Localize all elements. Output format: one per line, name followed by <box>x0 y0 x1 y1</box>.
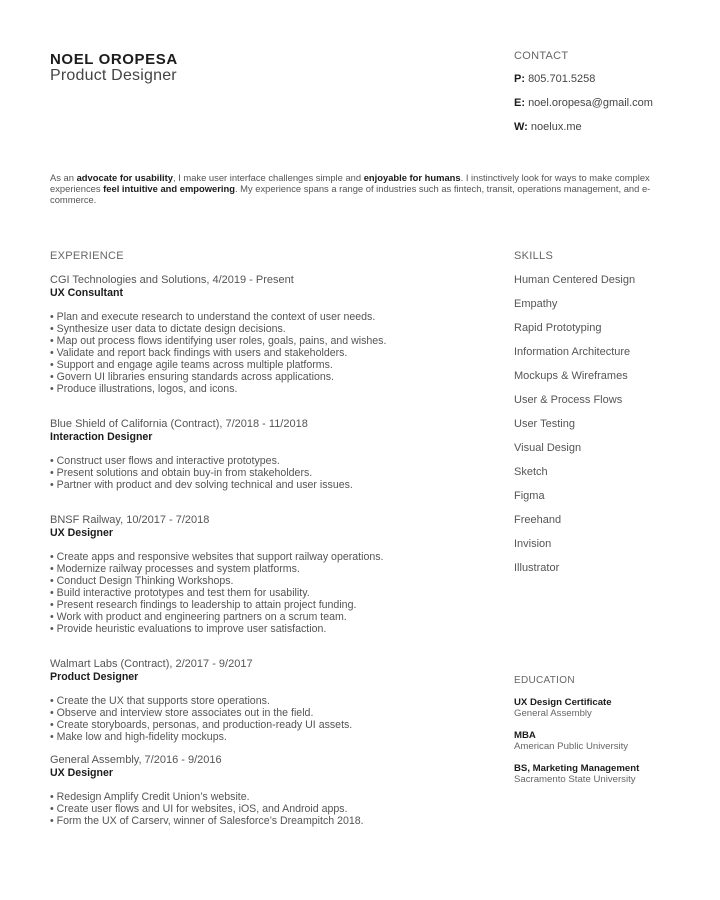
job-company: Walmart Labs (Contract), 2/2017 - 9/2017 <box>50 658 253 670</box>
job-company: CGI Technologies and Solutions, 4/2019 - Present <box>50 274 294 286</box>
job-bullet: • Modernize railway processes and system platforms. <box>50 563 300 575</box>
job-role: UX Designer <box>50 527 113 539</box>
education-degree: BS, Marketing Management <box>514 763 640 774</box>
summary-paragraph <box>50 172 672 205</box>
contact-phone <box>514 73 595 85</box>
web-label: W: <box>514 121 528 133</box>
experience-heading: EXPERIENCE <box>50 250 124 262</box>
skill-item: Illustrator <box>514 562 560 574</box>
job-bullet: • Form the UX of Carserv, winner of Salesforce’s Dreampitch 2018. <box>50 815 364 827</box>
job-bullet: • Provide heuristic evaluations to improve user satisfaction. <box>50 623 327 635</box>
job-bullets <box>50 695 490 743</box>
summary-text: , I make user interface challenges simple and <box>172 172 364 183</box>
email-value[interactable]: noel.oropesa@gmail.com <box>528 97 653 109</box>
contact-website[interactable] <box>514 121 582 133</box>
job-company: BNSF Railway, 10/2017 - 7/2018 <box>50 514 210 526</box>
job-bullet: • Map out process flows identifying user roles, goals, pains, and wishes. <box>50 335 387 347</box>
job-bullets <box>50 311 490 395</box>
summary-emphasis: advocate for usability <box>76 172 173 183</box>
education-school: American Public University <box>514 741 629 752</box>
job-bullet: • Support and engage agile teams across multiple platforms. <box>50 359 333 371</box>
skill-item: Figma <box>514 490 545 502</box>
job-role: UX Consultant <box>50 287 123 299</box>
job-title: Product Designer <box>50 67 177 84</box>
skill-item: Information Architecture <box>514 346 631 358</box>
job-bullet: • Present solutions and obtain buy-in from stakeholders. <box>50 467 313 479</box>
job-bullet: • Observe and interview store associates out in the field. <box>50 707 314 719</box>
phone-label: P: <box>514 73 525 85</box>
job-bullet: • Plan and execute research to understand the context of user needs. <box>50 311 376 323</box>
job-entry <box>50 274 490 395</box>
skill-item: User & Process Flows <box>514 394 623 406</box>
education-school: General Assembly <box>514 708 592 719</box>
job-bullets <box>50 455 490 491</box>
skills-heading: SKILLS <box>514 250 554 262</box>
skill-item: Mockups & Wireframes <box>514 370 628 382</box>
skill-item: Human Centered Design <box>514 274 636 286</box>
job-bullet: • Conduct Design Thinking Workshops. <box>50 575 234 587</box>
job-role: Product Designer <box>50 671 139 683</box>
skill-item: Visual Design <box>514 442 582 454</box>
job-company: General Assembly, 7/2016 - 9/2016 <box>50 754 222 766</box>
job-bullet: • Present research findings to leadership to attain project funding. <box>50 599 357 611</box>
summary-emphasis: enjoyable for humans <box>363 172 461 183</box>
summary-emphasis: feel intuitive and empowering <box>103 183 235 194</box>
job-bullet: • Create storyboards, personas, and production-ready UI assets. <box>50 719 353 731</box>
job-bullet: • Synthesize user data to dictate design decisions. <box>50 323 286 335</box>
contact-email[interactable] <box>514 97 653 109</box>
skill-item: Invision <box>514 538 552 550</box>
skill-item: Freehand <box>514 514 562 526</box>
job-bullet: • Redesign Amplify Credit Union’s website. <box>50 791 250 803</box>
education-degree: UX Design Certificate <box>514 697 612 708</box>
job-bullet: • Work with product and engineering partners on a scrum team. <box>50 611 347 623</box>
skill-item: Empathy <box>514 298 558 310</box>
job-bullet: • Create user flows and UI for websites, iOS, and Android apps. <box>50 803 348 815</box>
contact-heading: CONTACT <box>514 50 569 62</box>
education-degree: MBA <box>514 730 536 741</box>
job-entry <box>50 514 490 635</box>
job-bullets <box>50 791 490 827</box>
summary-text: . I instinctively look for ways to make complex experiences <box>50 172 650 194</box>
job-bullet: • Create the UX that supports store operations. <box>50 695 270 707</box>
job-entry <box>50 658 490 743</box>
skill-item: Rapid Prototyping <box>514 322 602 334</box>
job-bullet: • Make low and high-fidelity mockups. <box>50 731 227 743</box>
education-item <box>514 730 628 752</box>
job-entry <box>50 754 490 827</box>
education-heading: EDUCATION <box>514 675 575 686</box>
job-bullet: • Produce illustrations, logos, and icons. <box>50 383 238 395</box>
job-bullet: • Build interactive prototypes and test them for usability. <box>50 587 310 599</box>
job-entry <box>50 418 490 491</box>
job-role: UX Designer <box>50 767 113 779</box>
skill-item: User Testing <box>514 418 575 430</box>
summary-text: As an <box>50 172 77 183</box>
email-label: E: <box>514 97 525 109</box>
job-bullet: • Govern UI libraries ensuring standards across applications. <box>50 371 334 383</box>
education-item <box>514 697 612 719</box>
education-school: Sacramento State University <box>514 774 636 785</box>
job-company: Blue Shield of California (Contract), 7/2018 - 11/2018 <box>50 418 308 430</box>
job-bullet: • Validate and report back findings with users and stakeholders. <box>50 347 348 359</box>
skill-item: Sketch <box>514 466 548 478</box>
candidate-name: NOEL OROPESA <box>50 51 178 68</box>
job-role: Interaction Designer <box>50 431 153 443</box>
job-bullet: • Create apps and responsive websites that support railway operations. <box>50 551 384 563</box>
summary-text: . My experience spans a range of industries such as fintech, transit, operations management, and e-commerce. <box>50 183 651 205</box>
web-value[interactable]: noelux.me <box>530 121 582 133</box>
phone-value: 805.701.5258 <box>528 73 596 85</box>
job-bullet: • Partner with product and dev solving technical and user issues. <box>50 479 353 491</box>
job-bullet: • Construct user flows and interactive prototypes. <box>50 455 280 467</box>
education-item <box>514 763 639 785</box>
job-bullets <box>50 551 490 635</box>
